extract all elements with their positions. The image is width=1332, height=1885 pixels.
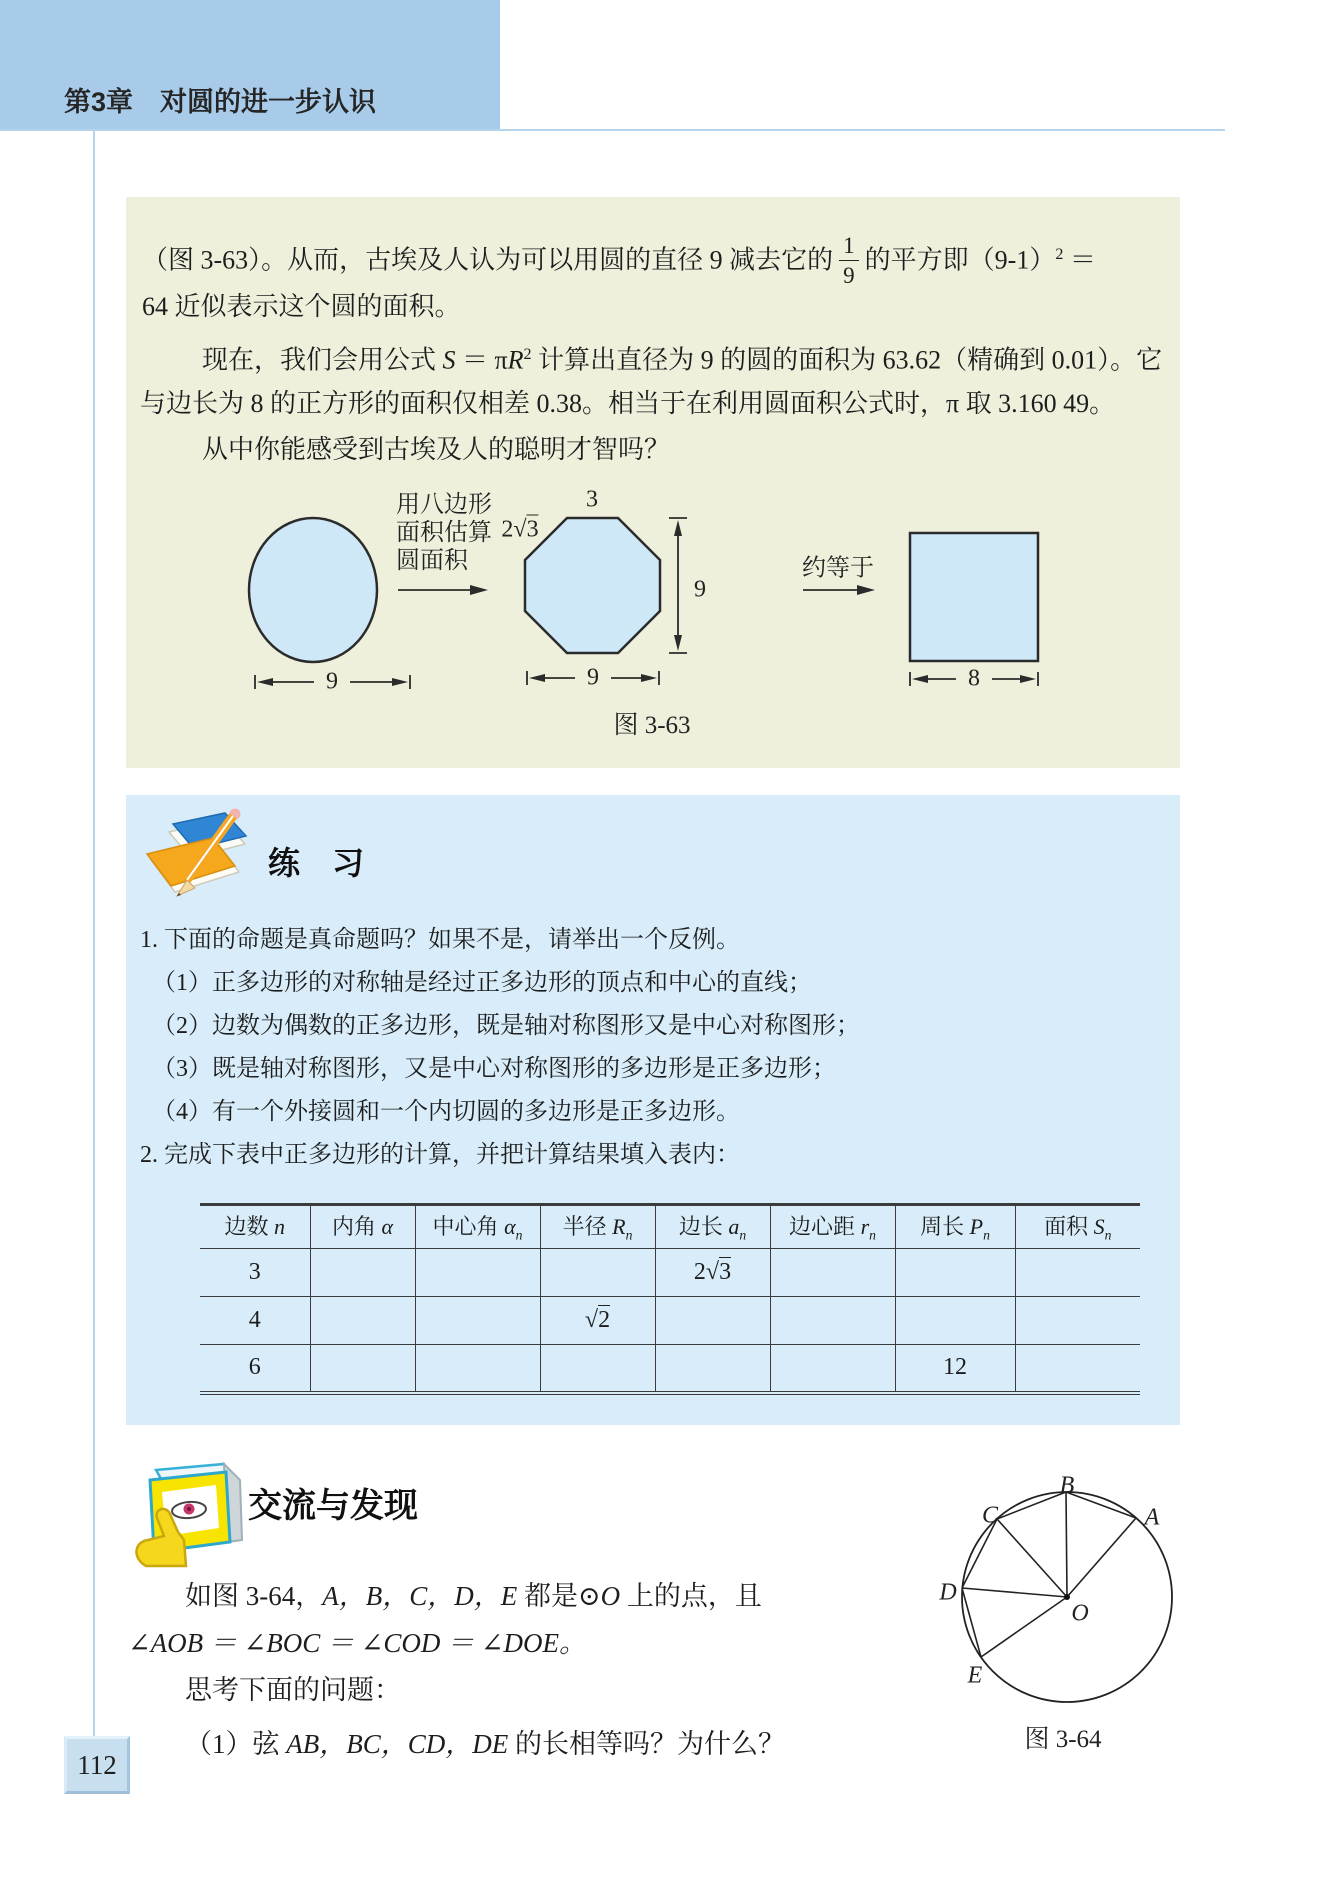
exercise-q1-item-3: （3）既是轴对称图形，又是中心对称图形的多边形是正多边形； bbox=[152, 1056, 836, 1082]
center-label-o: O bbox=[1071, 1600, 1089, 1627]
discover-question-1: （1）弦 AB，BC，CD，DE 的长相等吗？为什么？ bbox=[185, 1729, 785, 1759]
cell-empty bbox=[540, 1249, 655, 1297]
octagon-slant-side-label: 2√3 bbox=[501, 516, 539, 543]
square-shape bbox=[910, 533, 1038, 661]
exercise-q1-item-4: （4）有一个外接圆和一个内切圆的多边形是正多边形。 bbox=[152, 1099, 740, 1125]
cell-perimeter: 12 bbox=[895, 1345, 1015, 1393]
octagon-height-label: 9 bbox=[694, 576, 706, 603]
circle-diameter-label: 9 bbox=[326, 668, 338, 695]
center-point bbox=[1064, 1594, 1070, 1600]
chapter-header-band bbox=[0, 0, 500, 129]
cell-radius: √2 bbox=[540, 1297, 655, 1345]
intro-line-5: 从中你能感受到古埃及人的聪明才智吗？ bbox=[202, 435, 671, 464]
col-header-area: 面积 $S_n$ bbox=[1015, 1205, 1140, 1249]
intro-line-3: 现在，我们会用公式 $S = \pi R^2$ 计算出直径为 9 的圆的面积为 63.62（精确到 0.01）。它 bbox=[202, 345, 1163, 375]
polygon-table bbox=[200, 1203, 1140, 1395]
table-row-n4 bbox=[200, 1297, 1140, 1345]
exercise-heading: 练 习 bbox=[268, 845, 365, 881]
table-header-row bbox=[200, 1205, 1140, 1249]
point-label-a: A bbox=[1144, 1504, 1160, 1531]
chapter-title: 第3章 对圆的进一步认识 bbox=[64, 87, 377, 117]
point-label-b: B bbox=[1059, 1472, 1075, 1499]
col-header-interior-angle: 内角 α bbox=[310, 1205, 415, 1249]
cell-empty bbox=[1015, 1297, 1140, 1345]
octagon-method-label: 用八边形 面积估算 圆面积 bbox=[396, 492, 492, 574]
exercise-q1-item-1: （1）正多边形的对称轴是经过正多边形的顶点和中心的直线； bbox=[152, 970, 812, 996]
cell-empty bbox=[770, 1345, 895, 1393]
square-side-label: 8 bbox=[968, 665, 980, 692]
cell-n: 6 bbox=[248, 1354, 261, 1381]
point-label-c: C bbox=[981, 1502, 999, 1529]
col-header-side-length: 边长 $a_n$ bbox=[655, 1205, 770, 1249]
table-row-n3 bbox=[200, 1249, 1140, 1297]
cell-empty bbox=[415, 1345, 540, 1393]
discover-heading: 交流与发现 bbox=[248, 1487, 418, 1525]
cell-side-length: 2√3 bbox=[655, 1249, 770, 1297]
header-rule bbox=[0, 129, 1225, 131]
page-number-box bbox=[64, 1736, 130, 1794]
discover-equation: ∠AOB ＝ ∠BOC ＝ ∠COD ＝ ∠DOE。 bbox=[128, 1628, 586, 1658]
discover-line-1: 如图 3-64，A，B，C，D，E 都是⊙O 上的点，且 bbox=[185, 1581, 762, 1611]
notebook-pencil-icon bbox=[143, 808, 255, 902]
discover-line-3: 思考下面的问题： bbox=[185, 1675, 401, 1705]
cell-empty bbox=[540, 1345, 655, 1393]
left-margin-rule bbox=[93, 131, 95, 1736]
fraction-one-ninth: $\frac{1}{9}$ bbox=[839, 234, 859, 287]
intro-line-2: 64 近似表示这个圆的面积。 bbox=[142, 292, 461, 321]
cell-empty bbox=[310, 1345, 415, 1393]
octagon-width-label: 9 bbox=[587, 664, 599, 691]
cell-empty bbox=[1015, 1249, 1140, 1297]
cell-empty bbox=[895, 1249, 1015, 1297]
octagon-shape bbox=[525, 518, 660, 653]
intro-line-4: 与边长为 8 的正方形的面积仅相差 0.38。相当于在利用圆面积公式时，π 取 3.160 49。 bbox=[140, 389, 1116, 418]
approx-equal-label: 约等于 bbox=[802, 555, 874, 582]
col-header-apothem: 边心距 $r_n$ bbox=[770, 1205, 895, 1249]
cell-empty bbox=[655, 1297, 770, 1345]
point-label-e: E bbox=[967, 1662, 983, 1689]
octagon-top-side-label: 3 bbox=[586, 486, 598, 513]
cell-n: 4 bbox=[248, 1307, 261, 1333]
figure-3-64-caption: 图 3-64 bbox=[1024, 1726, 1102, 1753]
cell-empty bbox=[310, 1297, 415, 1345]
cell-empty bbox=[655, 1345, 770, 1393]
exercise-q1-item-2: （2）边数为偶数的正多边形，既是轴对称图形又是中心对称图形； bbox=[152, 1013, 860, 1039]
cell-empty bbox=[895, 1297, 1015, 1345]
cell-empty bbox=[770, 1297, 895, 1345]
cell-empty bbox=[1015, 1345, 1140, 1393]
col-header-perimeter: 周长 $P_n$ bbox=[895, 1205, 1015, 1249]
intro-line-1: （图 3-63）。从而，古埃及人认为可以用圆的直径 9 减去它的 $\frac{1}{9}$ 的平方即$(9-1)^2$ ＝ bbox=[142, 233, 1096, 288]
cell-empty bbox=[415, 1297, 540, 1345]
exercise-q2: 2. 完成下表中正多边形的计算，并把计算结果填入表内： bbox=[140, 1142, 740, 1168]
figure-3-63-diagram bbox=[158, 487, 1158, 707]
point-label-d: D bbox=[939, 1579, 957, 1606]
cell-n: 3 bbox=[248, 1259, 261, 1285]
circle-shape bbox=[249, 518, 377, 662]
col-header-radius: 半径 $R_n$ bbox=[540, 1205, 655, 1249]
cell-empty bbox=[415, 1249, 540, 1297]
col-header-sides: 边数 n bbox=[224, 1214, 285, 1240]
table-row-n6 bbox=[200, 1345, 1140, 1393]
cell-empty bbox=[310, 1249, 415, 1297]
eye-box-hand-icon bbox=[126, 1454, 248, 1568]
figure-3-63-caption: 图 3-63 bbox=[613, 712, 691, 739]
exercise-q1: 1. 下面的命题是真命题吗？如果不是，请举出一个反例。 bbox=[140, 927, 740, 953]
col-header-central-angle: 中心角 $\alpha_n$ bbox=[415, 1205, 540, 1249]
page-number: 112 bbox=[77, 1749, 117, 1780]
cell-empty bbox=[770, 1249, 895, 1297]
